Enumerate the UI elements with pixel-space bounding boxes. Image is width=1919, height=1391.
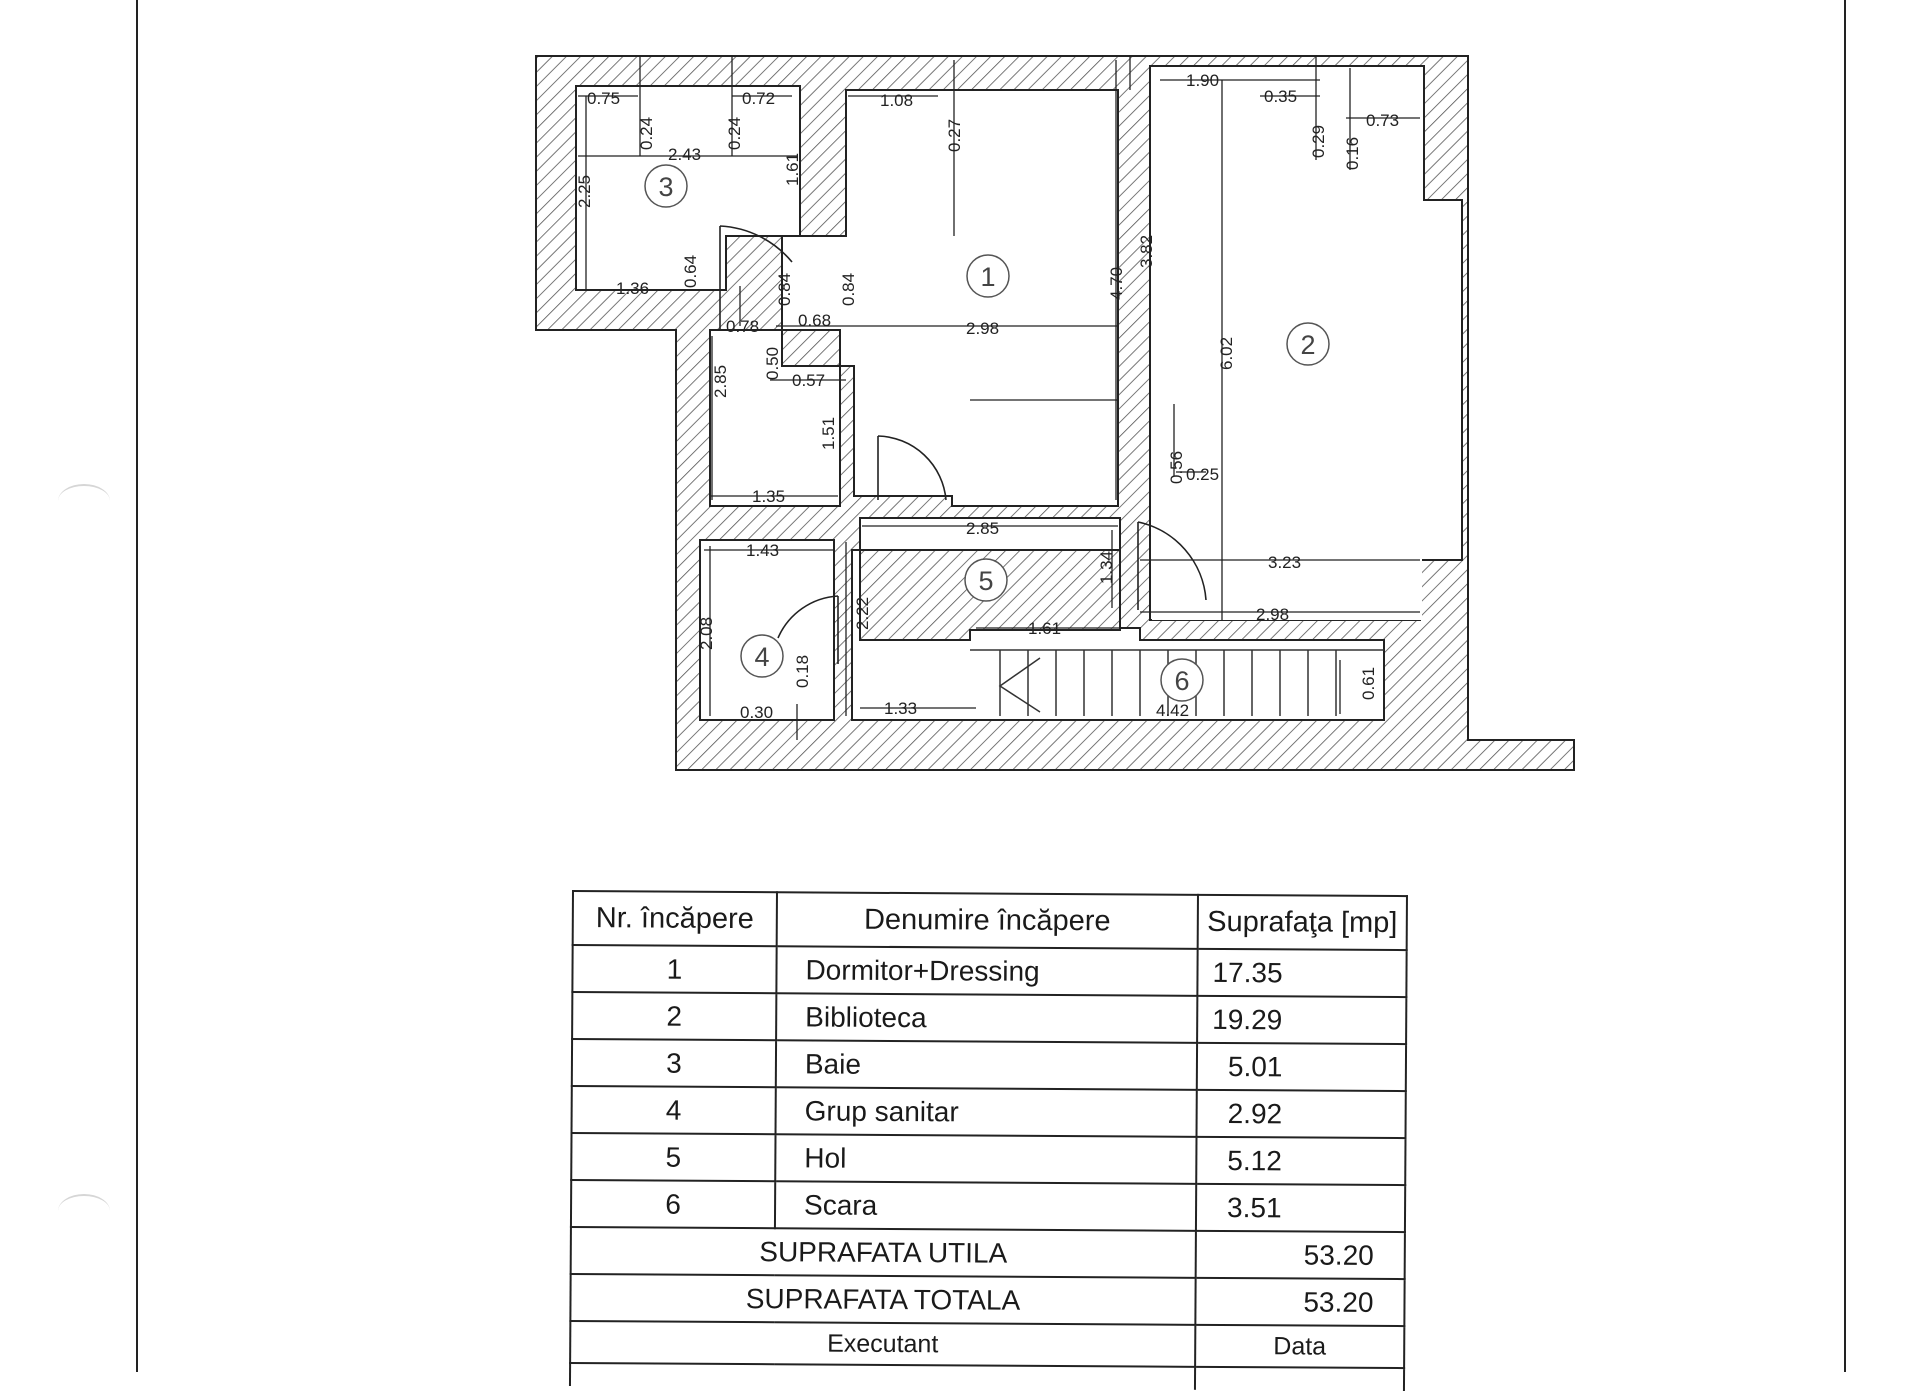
room-name: Baie <box>776 1040 1197 1090</box>
dim-label: 2.22 <box>853 596 872 630</box>
dim-label: 2.43 <box>668 145 702 164</box>
table-row <box>572 992 1406 1044</box>
dim-label: 2.08 <box>697 616 716 650</box>
room-area: 5.12 <box>1196 1137 1405 1185</box>
header-nr: Nr. încăpere <box>573 891 777 946</box>
room-area: 2.92 <box>1197 1090 1406 1138</box>
dim-label: 0.56 <box>1167 450 1186 484</box>
room-number: 2 <box>1300 330 1316 360</box>
dim-label: 1.36 <box>616 279 650 298</box>
room-number: 5 <box>978 566 994 596</box>
dim-label: 0.78 <box>726 317 760 336</box>
dim-label: 3.23 <box>1268 553 1302 572</box>
dim-label: 1.61 <box>783 152 802 186</box>
executant-signature-cell <box>570 1363 1195 1390</box>
dim-label: 2.98 <box>966 319 1000 338</box>
room-nr: 1 <box>572 945 776 993</box>
dim-label: 0.64 <box>681 254 700 288</box>
room-area: 5.01 <box>1197 1043 1406 1091</box>
util-area-label: SUPRAFATA UTILA <box>571 1227 1196 1278</box>
dim-label: 4.70 <box>1107 266 1126 300</box>
dim-label: 0.27 <box>945 118 964 152</box>
room-name: Scara <box>775 1181 1196 1231</box>
signature-blank-row <box>570 1363 1404 1391</box>
dim-label: 0.50 <box>763 346 782 380</box>
punch-hole <box>58 1194 110 1228</box>
dim-label: 6.02 <box>1217 336 1236 370</box>
executant-label: Executant <box>570 1321 1195 1367</box>
room-area: 17.35 <box>1197 949 1406 997</box>
dim-label: 2.85 <box>711 364 730 398</box>
dim-label: 0.75 <box>587 89 621 108</box>
table-row <box>571 1180 1405 1232</box>
dim-label: 4.42 <box>1156 701 1190 720</box>
dim-label: 0.68 <box>798 311 832 330</box>
table-row <box>572 1039 1406 1091</box>
dim-label: 2.98 <box>1256 605 1290 624</box>
util-area-value: 53.20 <box>1196 1231 1405 1279</box>
dim-label: 0.72 <box>742 89 776 108</box>
room-nr: 2 <box>572 992 776 1040</box>
dim-label: 0.29 <box>1309 124 1328 158</box>
room-nr: 3 <box>572 1039 776 1087</box>
table-row <box>572 1086 1406 1138</box>
signature-row <box>570 1321 1404 1368</box>
dim-label: 1.34 <box>1097 550 1116 584</box>
dim-label: 1.43 <box>746 541 780 560</box>
dim-label: 0.24 <box>637 116 656 150</box>
dim-label: 1.33 <box>884 699 918 718</box>
table-header-row <box>573 891 1407 950</box>
dim-label: 1.51 <box>819 416 838 450</box>
util-area-row <box>571 1227 1405 1279</box>
dim-label: 2.25 <box>575 174 594 208</box>
room-name: Biblioteca <box>776 993 1197 1043</box>
date-label: Data <box>1195 1325 1404 1368</box>
room-area: 19.29 <box>1197 996 1406 1044</box>
dim-label: 1.35 <box>752 487 786 506</box>
date-value-cell <box>1195 1367 1404 1391</box>
dim-label: 0.30 <box>740 703 774 722</box>
dim-label: 0.73 <box>1366 111 1400 130</box>
table-row <box>571 1133 1405 1185</box>
dim-label: 2.85 <box>966 519 1000 538</box>
room-number: 4 <box>754 642 770 672</box>
room-nr: 4 <box>572 1086 776 1134</box>
room-name: Grup sanitar <box>776 1087 1197 1137</box>
dim-label: 3.82 <box>1137 234 1156 268</box>
dim-label: 0.25 <box>1186 465 1220 484</box>
dim-label: 0.57 <box>792 371 826 390</box>
dim-label: 0.16 <box>1343 136 1362 170</box>
dim-label: 1.61 <box>1028 619 1062 638</box>
dim-label: 0.84 <box>775 272 794 306</box>
room-nr: 6 <box>571 1180 775 1228</box>
dim-label: 0.24 <box>725 116 744 150</box>
room-name: Dormitor+Dressing <box>776 946 1197 996</box>
room-number: 3 <box>658 172 674 202</box>
table-row <box>572 945 1406 997</box>
dim-label: 0.84 <box>839 272 858 306</box>
header-area: Suprafaţa [mp] <box>1198 895 1407 950</box>
room-area-table <box>569 890 1408 1391</box>
room-number: 6 <box>1174 666 1190 696</box>
room-number: 1 <box>980 262 996 292</box>
total-area-row <box>570 1274 1404 1326</box>
dim-label: 0.61 <box>1359 666 1378 700</box>
dim-label: 0.18 <box>793 654 812 688</box>
dim-label: 1.08 <box>880 91 914 110</box>
total-area-label: SUPRAFATA TOTALA <box>570 1274 1195 1325</box>
dim-label: 0.35 <box>1264 87 1298 106</box>
room-nr: 5 <box>571 1133 775 1181</box>
room-area: 3.51 <box>1196 1184 1405 1232</box>
header-name: Denumire încăpere <box>777 892 1198 949</box>
total-area-value: 53.20 <box>1195 1278 1404 1326</box>
room-name: Hol <box>775 1134 1196 1184</box>
dim-label: 1.90 <box>1186 71 1220 90</box>
